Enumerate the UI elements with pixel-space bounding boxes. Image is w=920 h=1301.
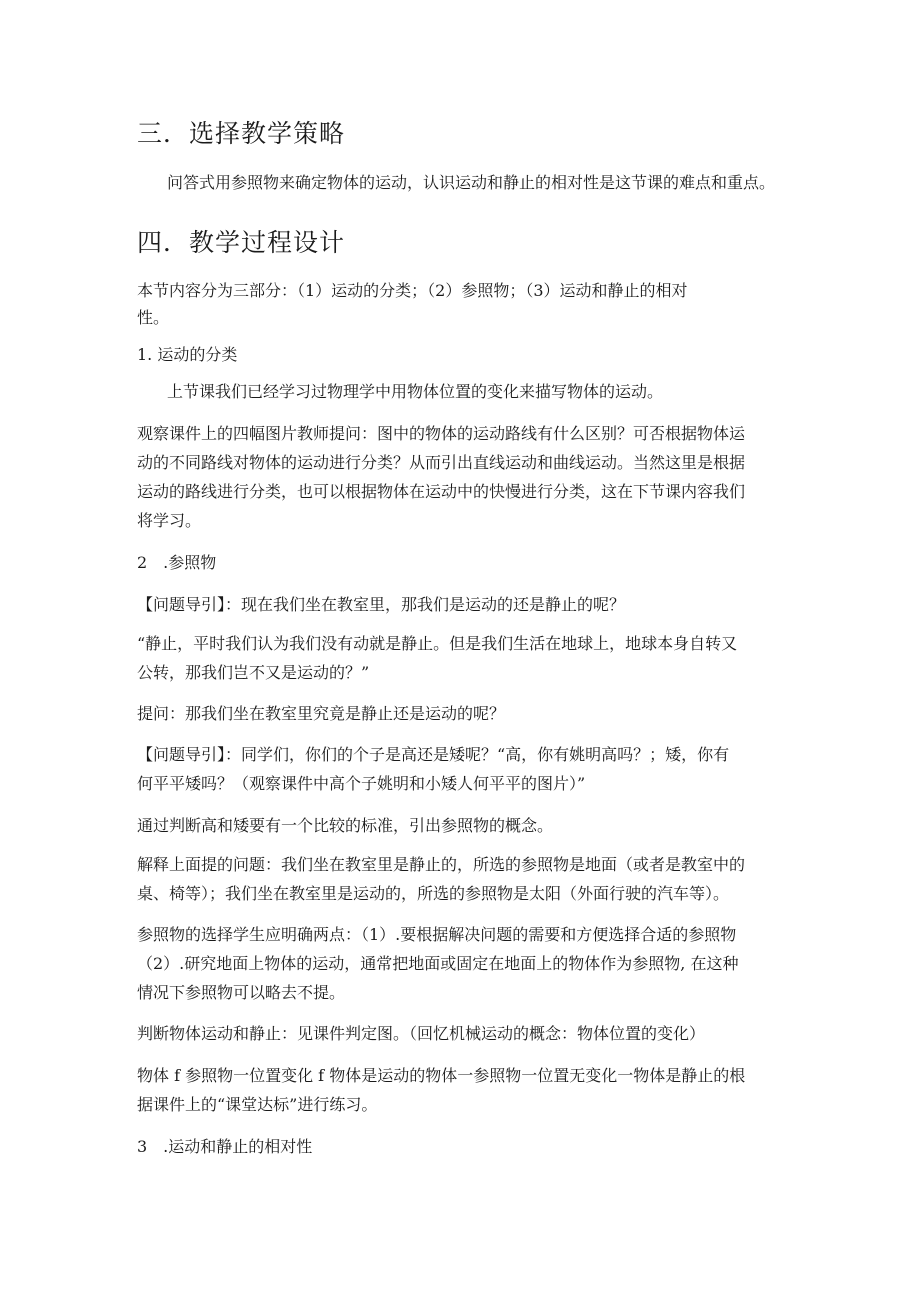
subsection-2-judge: 判断物体运动和静止：见课件判定图。（回忆机械运动的概念：物体位置的变化） <box>137 1024 706 1043</box>
subsection-2-ask: 提问：那我们坐在教室里究竟是静止还是运动的呢？ <box>137 704 506 723</box>
subsection-1-paragraph-1: 上节课我们已经学习过物理学中用物体位置的变化来描写物体的运动。 <box>167 382 664 401</box>
subsection-2-concept: 通过判断高和矮要有一个比较的标准，引出参照物的概念。 <box>137 816 554 835</box>
section-3-heading: 三．选择教学策略 <box>137 119 346 148</box>
subsection-1-paragraph-2-line-1: 观察课件上的四幅图片教师提问：图中的物体的运动路线有什么区别？可否根据物体运 <box>137 424 746 443</box>
intro-line-2: 性。 <box>137 308 170 327</box>
section-4-heading: 四．教学过程设计 <box>137 228 346 257</box>
subsection-2-question-1: 【问题导引】：现在我们坐在教室里，那我们是运动的还是静止的呢？ <box>137 595 626 614</box>
subsection-2-flow-line-2: 据课件上的“课堂达标”进行练习。 <box>137 1095 378 1114</box>
subsection-1-paragraph-2-line-3: 运动的路线进行分类，也可以根据物体在运动中的快慢进行分类，这在下节课内容我们 <box>137 482 746 501</box>
subsection-2-choose-line-2: （2）.研究地面上物体的运动，通常把地面或固定在地面上的物体作为参照物, 在这种 <box>137 954 739 973</box>
subsection-2-explain-line-2: 桌、椅等）；我们坐在教室里是运动的，所选的参照物是太阳（外面行驶的汽车等）。 <box>137 884 730 903</box>
subsection-2-flow-line-1: 物体 f 参照物一位置变化 f 物体是运动的物体一参照物一位置无变化一物体是静止的根 <box>137 1066 746 1085</box>
subsection-1-paragraph-2-line-2: 动的不同路线对物体的运动进行分类？从而引出直线运动和曲线运动。当然这里是根据 <box>137 453 746 472</box>
subsection-2-answer-1-line-2: 公转，那我们岂不又是运动的？” <box>137 663 370 682</box>
subsection-2-answer-1-line-1: “静止，平时我们认为我们没有动就是静止。但是我们生活在地球上，地球本身自转又 <box>137 634 738 653</box>
subsection-2-explain-line-1: 解释上面提的问题：我们坐在教室里是静止的，所选的参照物是地面（或者是教室中的 <box>137 855 746 874</box>
subsection-2-question-2-line-1: 【问题导引】：同学们，你们的个子是高还是矮呢？“高，你有姚明高吗？；矮，你有 <box>137 745 730 764</box>
subsection-2-question-2-line-2: 何平平矮吗？（观察课件中高个子姚明和小矮人何平平的图片）” <box>137 774 586 793</box>
subsection-2-title: 2 .参照物 <box>137 553 217 572</box>
subsection-3-title: 3 .运动和静止的相对性 <box>137 1137 313 1156</box>
subsection-1-paragraph-2-line-4: 将学习。 <box>137 511 202 530</box>
section-3-body: 问答式用参照物来确定物体的运动，认识运动和静止的相对性是这节课的难点和重点。 <box>167 173 776 192</box>
intro-line-1: 本节内容分为三部分：（1）运动的分类；（2）参照物；（3）运动和静止的相对 <box>137 281 688 300</box>
subsection-2-choose-line-3: 情况下参照物可以略去不提。 <box>137 983 346 1002</box>
subsection-2-choose-line-1: 参照物的选择学生应明确两点：（1）.要根据解决问题的需要和方便选择合适的参照物 <box>137 925 737 944</box>
subsection-1-title: 1. 运动的分类 <box>137 345 238 364</box>
